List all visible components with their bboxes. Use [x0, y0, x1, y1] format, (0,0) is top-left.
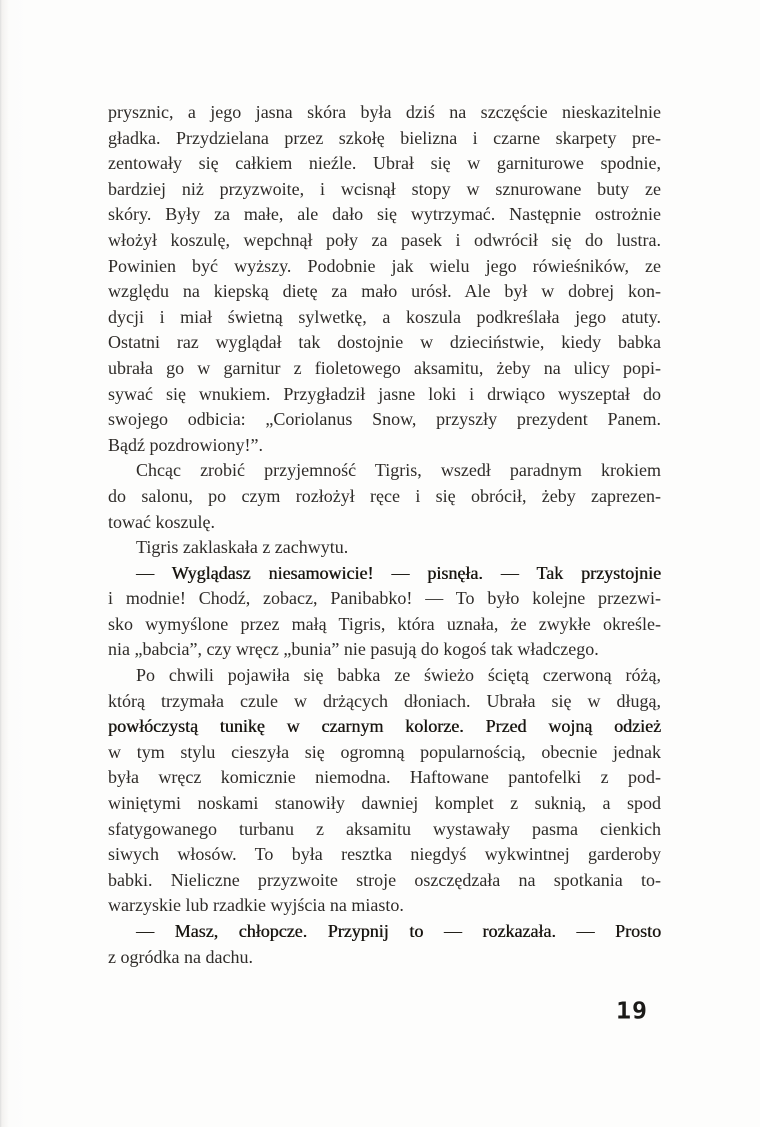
text-line: ubrała go w garnitur z fioletowego aksamitu, żeby na ulicy popi-	[108, 357, 661, 378]
text-line: — Wyglądasz niesamowicie! — pisnęła. — Tak przystojnie	[136, 562, 661, 583]
text-line: Po chwili pojawiła się babka ze świeżo ściętą czerwoną różą,	[136, 665, 661, 686]
text-line: sfatygowanego turbanu z aksamitu wystawały pasma cienkich	[108, 818, 661, 839]
text-line: w tym stylu cieszyła się ogromną popularnością, obecnie jednak	[108, 741, 661, 762]
text-line: tować koszulę.	[108, 511, 215, 532]
text-line: Chcąc zrobić przyjemność Tigris, wszedł paradnym krokiem	[136, 460, 661, 481]
text-line: Tigris zaklaskała z zachwytu.	[136, 537, 349, 558]
text-line: Ostatni raz wyglądał tak dostojnie w dzieciństwie, kiedy babka	[108, 332, 661, 353]
text-line: do salonu, po czym rozłożył ręce i się obrócił, żeby zaprezen-	[108, 485, 661, 506]
text-line: skóry. Były za małe, ale dało się wytrzymać. Następnie ostrożnie	[108, 204, 661, 225]
text-line: z ogródka na dachu.	[108, 946, 253, 967]
text-line: którą trzymała czule w drżących dłoniach. Ubrała się w długą,	[108, 690, 661, 711]
text-line: względu na kiepską dietę za mało urósł. Ale był w dobrej kon-	[108, 281, 661, 302]
text-line: powłóczystą tunikę w czarnym kolorze. Przed wojną odzież	[108, 716, 661, 737]
text-line: zentowały się całkiem nieźle. Ubrał się w garniturowe spodnie,	[108, 153, 661, 174]
text-line: winiętymi noskami stanowiły dawniej komplet z suknią, a spod	[108, 793, 661, 814]
text-line: bardziej niż przyzwoite, i wcisnął stopy w sznurowane buty ze	[108, 178, 661, 199]
text-line: Bądź pozdrowiony!”.	[108, 434, 263, 455]
text-line: prysznic, a jego jasna skóra była dziś na szczęście nieskazitelnie	[108, 102, 661, 122]
text-line: — Masz, chłopcze. Przypnij to — rozkazała. — Prosto	[136, 921, 661, 941]
text-line: była wręcz komicznie niemodna. Haftowane pantofelki z pod-	[108, 767, 661, 788]
text-line: dycji i miał świetną sylwetkę, a koszula podkreślała jego atuty.	[108, 306, 661, 327]
text-line: gładka. Przydzielana przez szkołę bielizna i czarne skarpety pre-	[108, 127, 661, 148]
text-line: nia „babcia”, czy wręcz „bunia” nie pasują do kogoś tak władczego.	[108, 639, 599, 660]
page-number: 19	[616, 997, 649, 1024]
text-line: siwych włosów. To była resztka niegdyś wykwintnej garderoby	[108, 844, 661, 865]
text-line: sywać się wnukiem. Przygładził jasne loki i drwiąco wyszeptał do	[108, 383, 661, 404]
text-line: sko wymyślone przez małą Tigris, która uznała, że zwykłe określe-	[108, 613, 661, 634]
text-line: babki. Nieliczne przyzwoite stroje oszczędzała na spotkania to-	[108, 869, 661, 890]
page-text-block	[108, 100, 661, 970]
text-line: warzyskie lub rzadkie wyjścia na miasto.	[108, 895, 404, 916]
text-line: włożył koszulę, wepchnął poły za pasek i odwrócił się do lustra.	[108, 229, 661, 250]
text-line: Powinien być wyższy. Podobnie jak wielu jego rówieśników, ze	[108, 255, 661, 276]
text-line: i modnie! Chodź, zobacz, Panibabko! — To było kolejne przezwi-	[108, 588, 661, 609]
text-line: swojego odbicia: „Coriolanus Snow, przyszły prezydent Panem.	[108, 409, 661, 430]
